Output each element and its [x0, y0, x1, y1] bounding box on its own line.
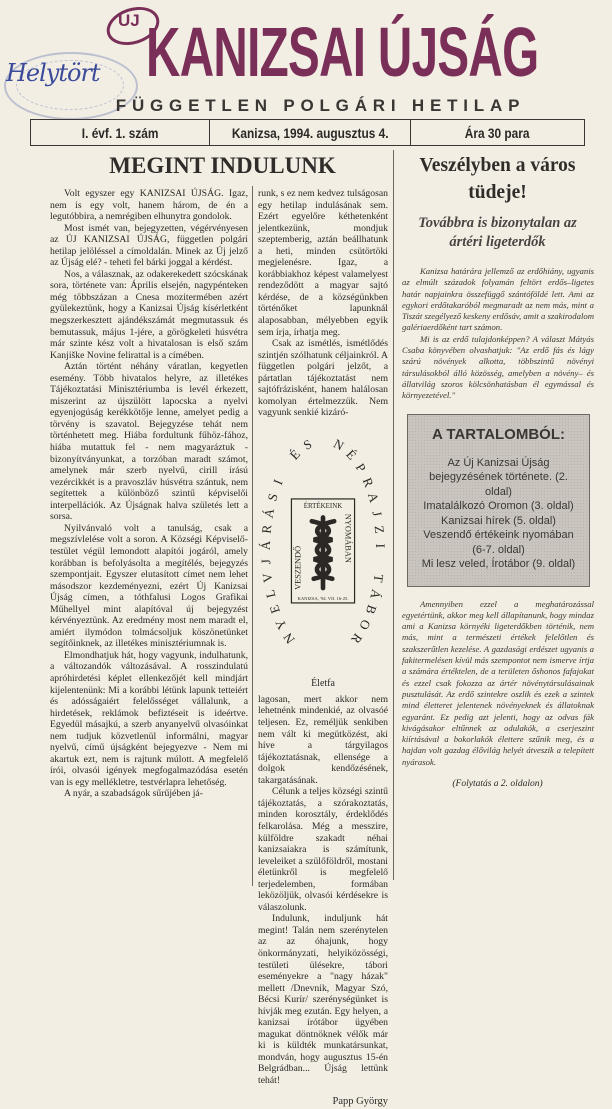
- paragraph: Kanizsa határára jellemző az erdőhiány, ugyanis az elmúlt századok folyamán feltört erdős–ligetes határ napjainkra összefüggő szántóföldé lett. Ami az egykori erdőtakaróból megmaradt az nem más, mint a Tiszát szegélyező keskeny erdősáv, amit a szakirodalom galériaerdőként tart számon.: [402, 266, 594, 333]
- newspaper-title: KANIZSAI ÚJSÁG: [146, 13, 539, 91]
- emblem-ring-letter: Z: [371, 524, 388, 535]
- paragraph: Amennyiben ezzel a meghatározással egyetértünk, akkor meg kell állapítanunk, hogy mindaz ami a Kanizsa környéki ligeterdőkben történik, nem más, mint a természeti értékek felelőtlen és szakszerűtlen kezelése. A gazdasági erdészet ugyanis a fakitermelésen kívül más szempontot nem ismerve írtja a számára értéktelen, de a területen őshonos fafajokat és ezzel csak fokozza az ártér növénytársulásainak pusztulását. Az erdő szintekre oszlik és ezek a szintek mind életteret jelentenek növényeknek és állatoknak egyaránt. Ez pedig azt jelenti, hogy az odvas fák kivágásakor eltűnnek az odulakók, a cserjeszint kiírtásával a bokorlakók élettere szűnik meg, és a hajdan volt gazdag élővilág helyét átveszik a telepített nyárasok.: [402, 598, 594, 767]
- contents-box: [407, 414, 590, 587]
- emblem-ring-letter: R: [348, 630, 366, 647]
- paragraph: Most ismét van, bejegyzetten, végérvényesen az ÚJ KANIZSAI ÚJSÁG, független polgári hetilap jelöléssel a címoldalán. Minek az Új jelző az Újság elé? - teheti fel bárki joggal a kérdést.: [50, 222, 248, 269]
- column-divider: [252, 186, 253, 886]
- emblem-ring-letter: E: [266, 603, 283, 616]
- main-headline: MEGINT INDULUNK: [109, 153, 336, 178]
- side-article: [400, 152, 595, 790]
- emblem-right-text: NYOMÁBAN: [343, 513, 353, 563]
- paragraph: A nyár, a szabadságok sűrűjében já-: [64, 788, 203, 800]
- emblem-ring-letter: P: [352, 460, 370, 475]
- emblem-ring-letter: Y: [271, 616, 290, 632]
- emblem-ring-letter: L: [262, 588, 279, 600]
- emblem-caption: Életfa: [311, 677, 335, 689]
- side-article-body-top: [400, 266, 595, 402]
- paragraph: Volt egyszer egy KANIZSAI ÚJSÁG. Igaz, nem is egy volt, hanem három, de én a legutóbbira, a nemrégiben elhunytra gondolok.: [50, 188, 248, 223]
- paragraph: Mi is az erdő tulajdonképpen? A választ Mátyás Csaba könyvében olvashatjuk: "Az erdő fás és lágy szárú növények alkotta, többszintű növényi társulásokból álló közösség, amelyben a növény– és állatvilág szoros kölcsönhatásban él egymással és környezetével.": [402, 333, 594, 401]
- newspaper-subtitle: FÜGGETLEN POLGÁRI HETILAP: [115, 96, 526, 115]
- side-headline: Veszélyben a város tüdeje!: [419, 155, 576, 203]
- emblem-ring-letter: S: [300, 436, 315, 453]
- paragraph: Nyilvánvaló volt a tanulság, csak a megszívlelése volt a soron. A Községi Képviselő-testület végül lemondott alapítói jogáról, amely korábban is befolyásolta a megítélés, bejegyzés szempontjait. Egyszer elutasított címet nem lehet másodszor kezdeményezni, ezért Új Kanizsai Újság címen, a tóthfalusi Logos Grafikai Műhellyel mint alapítóval új bejegyzést kérvényeztünk. Az eredmény most nem maradt el, amiért ilymódon tolmácsoljuk köszönetünket segítőinknek, az illetékes minisztériumnak is.: [50, 522, 248, 650]
- emblem-ring-letter: J: [258, 558, 274, 565]
- paragraph: Célunk a teljes községi szintű tájékoztatás, a szórakoztatás, minden korosztály, érdeklődés felkarolása. Még a messzire, külföldre szakadt néhai kanizsaiakra is számítunk, leveleiket a szülőföldről, mostani életünkről is megfelelő terjedelemben, formában leközöljük, olvasói kérdésekre is válaszolunk.: [258, 786, 388, 913]
- emblem-ring-letter: O: [356, 617, 374, 633]
- contents-item: Az Új Kanizsai Újság bejegyzésének története. (2. oldal): [429, 456, 568, 498]
- paragraph: runk, s ez nem kedvez tulságosan egy hetilap indulásának sem. Ezért egyelőre kéthetenként jelentkezünk, mondjuk szeptemberig, aztán beállhatunk a heti, minden csütörtöki megjelenésre. Igaz, a korábbiakhoz képest valamelyest rendeződött a magyar sajtó kérdése, de a községünkben történőket lapunknál alaposabban, mélyebben egyik sem írja, írhatja meg.: [258, 188, 388, 338]
- emblem-ring-letter: I: [372, 543, 388, 549]
- emblem-top-text: ÉRTÉKEINK: [303, 502, 343, 511]
- emblem-bottom-text: KANIZSA, '94. VII. 16-25.: [297, 597, 349, 603]
- side-article-body-bottom: [400, 599, 595, 768]
- author-signature: Papp György: [332, 1095, 388, 1107]
- issue-info-bar: [30, 119, 585, 146]
- contents-item: Mi lesz veled, Írotábor (9. oldal): [421, 558, 576, 571]
- column-divider: [393, 150, 394, 880]
- emblem-ring-letter: Á: [260, 507, 278, 520]
- emblem-ring-letter: T: [370, 573, 387, 584]
- emblem-ring-letter: Á: [367, 587, 385, 601]
- emblem-left-text: VESZENDŐ: [293, 545, 303, 590]
- side-subheadline: Továbbra is bizonytalan az ártéri ligeterdők: [418, 215, 577, 250]
- main-article-column-1: [50, 188, 248, 800]
- main-article-column-2-top: [258, 188, 388, 419]
- handwritten-note: Helytört: [6, 59, 100, 87]
- emblem-ring-letter: Á: [258, 540, 274, 551]
- emblem-ring-letter: R: [359, 475, 377, 490]
- emblem-ring-letter: É: [343, 446, 360, 463]
- main-article-column-2-bottom: [258, 694, 388, 1087]
- emblem-ring-letter: N: [280, 630, 298, 647]
- contents-list: [408, 456, 589, 572]
- continued-note: (Folytatás a 2. oldalon): [452, 779, 543, 790]
- paragraph: Csak az ismétlés, ismétlődés szintjén szólhatunk céljainkról. A független polgári jelzőt, a pártatlan tájékoztatást nem sajtófrázisként, hanem halálosan komolyan értelmezzük. Nem vagyunk senkié kizáró-: [258, 338, 388, 419]
- paragraph: Aztán történt néhány váratlan, kegyetlen esemény. Több hivatalos helyre, az illetékes Tájékoztatási Minisztériumba is levél érkezett, miszerint az újszülött lapocska a nyelvi egyenjogúság kerékkötője lenne, amelyet pedig a törvény is szavatol. Bejegyzése tehát nem történhetett meg. Hiába fordultunk fűhöz-fához, hiába mutattuk fel - nem magyaráztuk - bizonyítványunkat, a torzóban maradt számot, amelynek már szerb nyelvű, cirill írású vezércikkét is a pravoszláv húsvétra szántuk, nem segítettek a különböző szintű képviselői interpellációk. Az Újságnak halva születés lett a sorsa.: [50, 361, 248, 523]
- emblem-ring-letter: É: [286, 446, 303, 463]
- paragraph: lagosan, mert akkor nem lehetnénk mindenkié, az olvasóé teljesen. Ez, reméljük senkiben nem vált ki megütközést, aki híve a tárgyilagos tájékoztatásnak, ellensége a dolgok kendőzésének, takargatásának.: [258, 693, 388, 786]
- uj-badge: ÚJ: [118, 11, 140, 30]
- emblem-ring-letter: V: [259, 572, 276, 584]
- paragraph: Elmondhatjuk hát, hogy vagyunk, indulhatunk, a változandók változásával. A rosszindulatú apróhirdetési képlet ellenkezőjét kell mindjárt kijelentenünk: Mi a korábbi létünk lapunk tetteiért és adósságaiért felelősséget vállalunk, a hirdetések, reklámok befiztéseit is ideértve. Egyedül másajkú, a szerb anyanyelvű olvasóinkat nem tudjuk közvetlenül informálni, magyar nyelvű, című újságként bejegyezve - Nem mi akartuk ezt, nem is rajtunk múlott. A megfelelő írói, olvasói igények megfogalmazódása esetén van is egy mellékletre, testvérlapra lehetőség.: [50, 649, 248, 788]
- emblem-ring-letter: S: [264, 491, 281, 503]
- paragraph: Indulunk, induljunk hát megint! Talán nem szerénytelen az az óhajunk, hogy önkormányzati, helyiközösségi, testületi ülésekre, tábori eseményekre a "nagy házak" mellett /Dnevnik, Magyar Szó, Bécsi Kurír/ szerénységünket is hívják meg ezután. Egy helyen, a kanizsai írótábor ügyében magukat döntnöknek vélők már ki is küldték munkatársunkat, mondván, hogy augusztus 15-én Belgrádban... Újság lettünk tehát!: [258, 913, 388, 1086]
- main-article-column-2: [258, 188, 388, 1109]
- contents-item: Imatalálkozó Oromon (3. oldal): [423, 500, 574, 513]
- paragraph: Nos, a válasznak, az odakerekedett szócskának sora, története van: Április elsején, nagypénteken még többszázan a Cnesa mozitermében azért gyülekeztünk, hogy a Kanizsai Újság kísérletként megszerkesztett ajándékszámát megmutassuk és bemutassuk, május 1-jére, a görögkeleti húsvétra már szinte kész volt a hivatalosan is első szám Kanjiške Novine felirattal is a címében.: [50, 268, 248, 361]
- contents-item: Kanizsai hírek (5. oldal): [441, 514, 556, 527]
- contents-title: A TARTALOMBÓL:: [431, 425, 566, 443]
- emblem-ring-letter: I: [270, 477, 286, 487]
- tree-of-life-icon: [312, 517, 334, 588]
- camp-emblem: [258, 425, 388, 675]
- price: Ára 30 para: [465, 124, 530, 141]
- emblem-ring-letter: R: [258, 523, 275, 535]
- emblem-ring-letter: N: [331, 435, 347, 454]
- emblem-ring-letter: A: [365, 490, 383, 505]
- contents-item: Veszendő értékeink nyomában (6-7. oldal): [423, 529, 574, 556]
- emblem-ring-letter: J: [369, 509, 386, 518]
- emblem-ring-letter: B: [362, 602, 380, 617]
- issue-number: I. évf. 1. szám: [81, 124, 159, 141]
- place-date: Kanizsa, 1994. augusztus 4.: [231, 124, 389, 141]
